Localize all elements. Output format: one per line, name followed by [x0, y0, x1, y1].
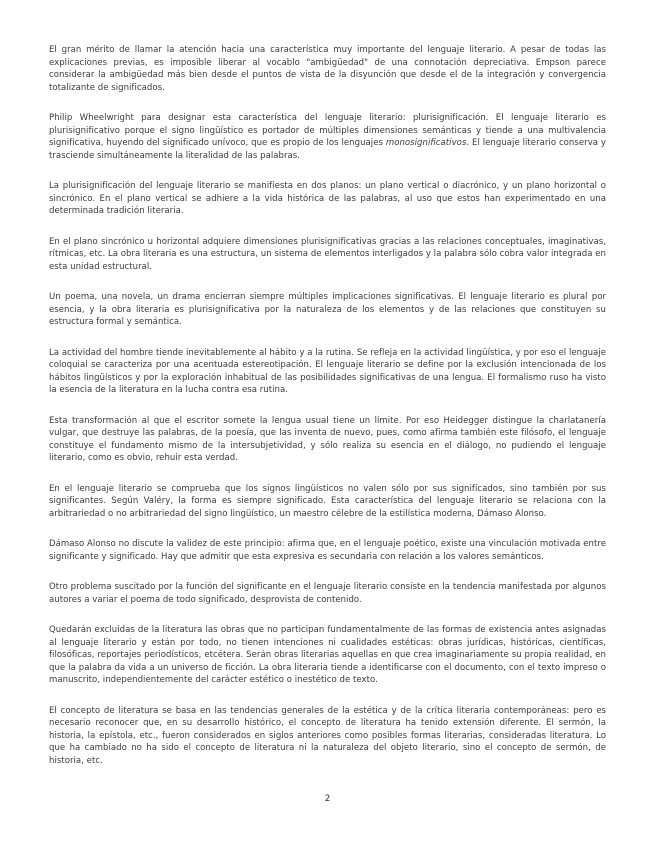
paragraph: Otro problema suscitado por la función del significante en el lenguaje literario consiste en la tendencia manifestada por algunos autores a variar el poema de todo significado, desprovista de contenido.: [49, 582, 606, 605]
paragraph: La actividad del hombre tiende inevitablemente al hábito y a la rutina. Se refleja en la actividad lingüística, y por eso el lenguaje coloquial se caracteriza por una acentuada estereotipación. El lenguaje literario se define por la exclusión intencionada de los hábitos lingüísticos y por la exploración inhabitual de las posibilidades significativas de una lengua. El formalismo ruso ha visto la esencia de la literatura en la lucha contra esa rutina.: [49, 347, 606, 395]
paragraph: El concepto de literatura se basa en las tendencias generales de la estética y de la crítica literaria contemporáneas: pero es necesario reconocer que, en su desarrollo histórico, el concepto de literatura ha tenido extensión diferente. El sermón, la historia, la epístola, etc., fueron considerados en siglos anteriores como posibles formas literarias, consideradas literatura. Lo que ha cambiado no ha sido el concepto de literatura ni la naturaleza del objeto literario, sino el concepto de sermón, de historia, etc.: [49, 705, 606, 766]
paragraph: Philip Wheelwright para designar esta característica del lenguaje literario: plurisignificación. El lenguaje literario es plurisignificativo porque el signo lingüístico es portador de múltiples dimensiones semánticas y tiende a una multivalencia significativa, huyendo del significado unívoco, que es propio de los lenguajes monosignificativos. El lenguaje literario conserva y trasciende simultáneamente la literalidad de las palabras.: [49, 113, 607, 161]
paragraph: En el plano sincrónico u horizontal adquiere dimensiones plurisignificativas gracias a las relaciones conceptuales, imaginativas, rítmicas, etc. La obra literaria es una estructura, un sistema de elementos interligados y la palabra sólo cobra valor integrada en esta unidad estructural.: [49, 236, 606, 272]
paragraph: Dámaso Alonso no discute la validez de este principio: afirma que, en el lenguaje poético, existe una vinculación motivada entre significante y significado. Hay que admitir que esta expresiva es secundaria con relación a los valores semánticos.: [49, 539, 606, 562]
paragraph: Esta transformación al que el escritor somete la lengua usual tiene un límite. Por eso Heidegger distingue la charlatanería vulgar, que destruye las palabras, de la poesía, que las inventa de nuevo, pues, como afirma también este filósofo, el lenguaje constituye el fundamento mismo de la intersubjetividad, y sólo realiza su esencia en el diálogo, no pudiendo el lenguaje literario, como es obvio, rehuir esta verdad.: [49, 415, 606, 463]
italic-term: monosignificativos: [385, 138, 467, 148]
paragraph: En el lenguaje literario se comprueba que los signos lingüísticos no valen sólo por sus significados, sino también por sus significantes. Según Valéry, la forma es siempre significado. Esta característica del lenguaje literario se relaciona con la arbitrariedad o no arbitrariedad del signo lingüístico, un maestro célebre de la estilística moderna, Dámaso Alonso.: [49, 483, 606, 519]
paragraph: La plurisignificación del lenguaje literario se manifiesta en dos planos: un plano vertical o diacrónico, y un plano horizontal o sincrónico. En el plano vertical se adhiere a la vida histórica de las palabras, al uso que estos han experimentado en una determinada tradición literaria.: [49, 181, 606, 216]
paragraph: Quedarán excluidas de la literatura las obras que no participan fundamentalmente de las formas de existencia antes asignadas al lenguaje literario y están por todo, no tienen intenciones ni cualidades estéticas: obras jurídicas, históricas, científicas, filosóficas, reportajes periodísticos, etcétera. Serán obras literarias aquellas en que crea imaginariamente su propia realidad, en que la palabra da vida a un universo de ficción. La obra literaria tiende a identificarse con el documento, con el texto impreso o manuscrito, independientemente del carácter estético o inestético de texto.: [49, 625, 606, 685]
paragraph: Un poema, una novela, un drama encierran siempre múltiples implicaciones significativas. El lenguaje literario es plural por esencia, y la obra literaria es plurisignificativa por la naturaleza de los elementos y de las relaciones que constituyen su estructura formal y semántica.: [49, 292, 606, 327]
paragraph: El gran mérito de llamar la atención hacia una característica muy importante del lenguaje literario. A pesar de todas las explicaciones previas, es imposible liberar al vocablo "ambigüedad" de una connotación depreciativa. Empson parece considerar la ambigüedad más bien desde el puntos de vista de la disyunción que desde el de la integración y convergencia totalizante de significados.: [49, 45, 606, 93]
page-number: 2: [324, 794, 331, 804]
